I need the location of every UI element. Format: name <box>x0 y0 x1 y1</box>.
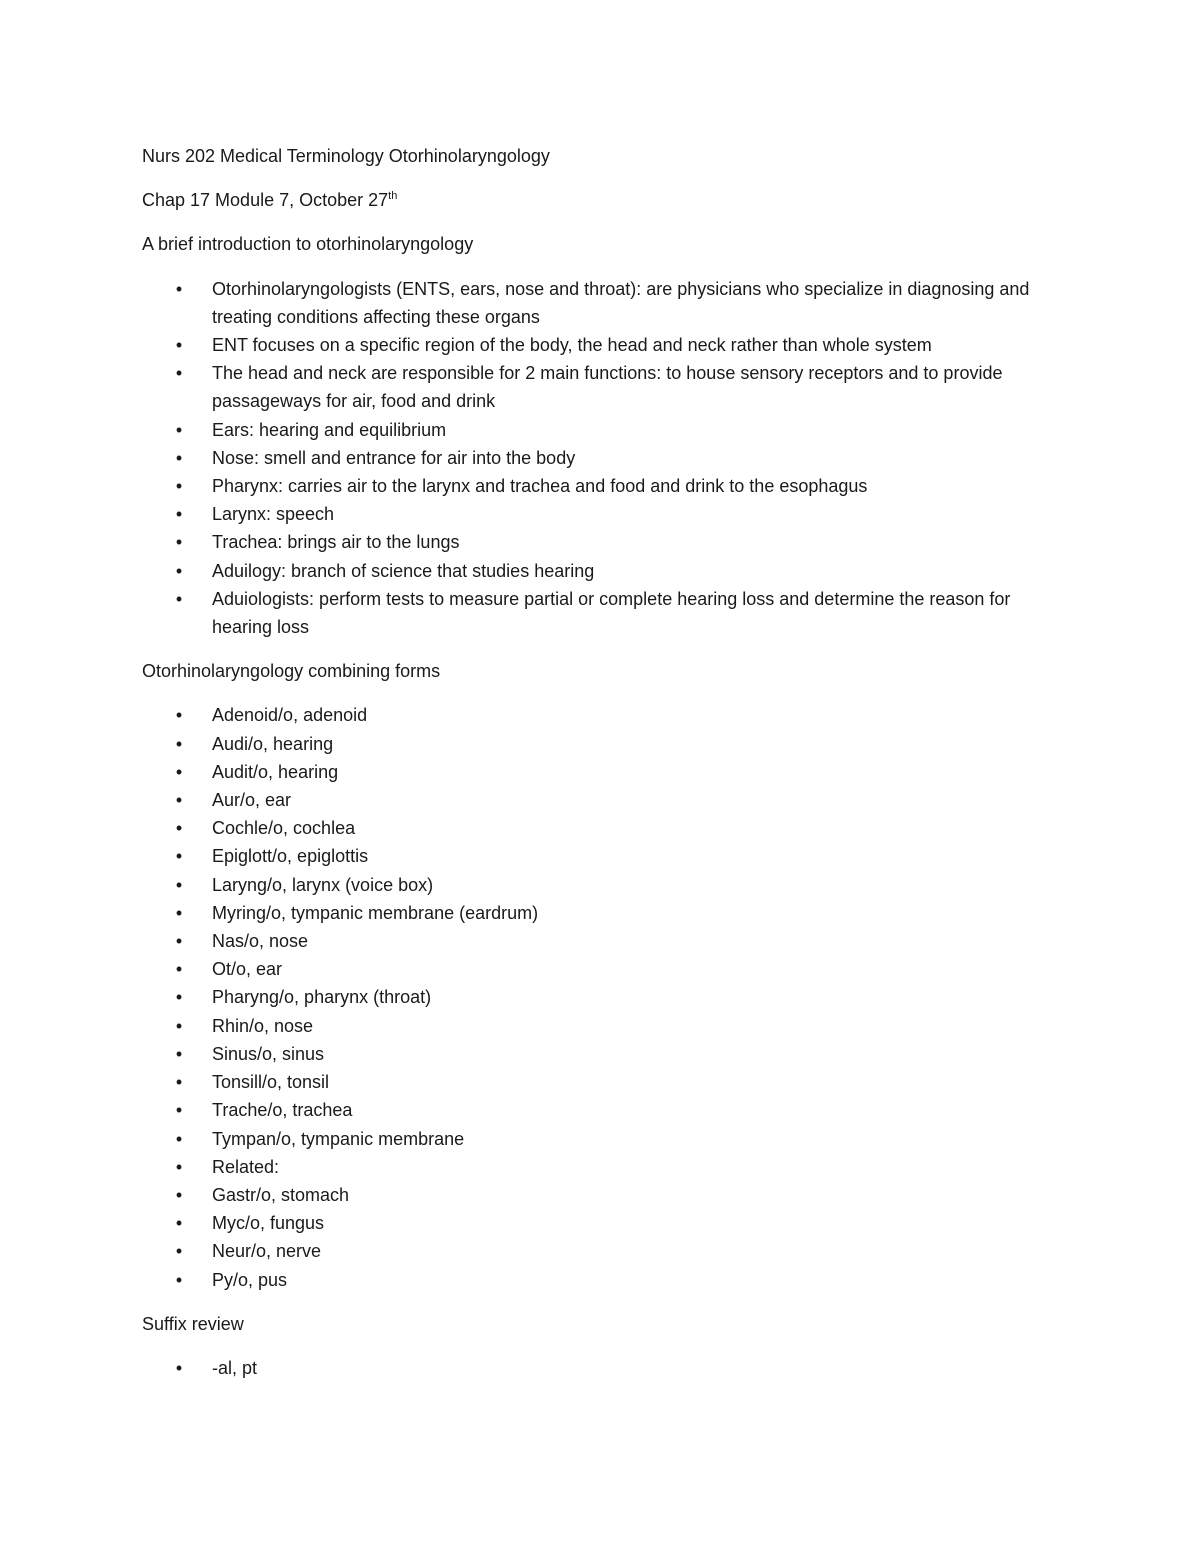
section-heading-suffix-review: Suffix review <box>142 1313 244 1334</box>
list-item-text: Tympan/o, tympanic membrane <box>212 1128 465 1149</box>
list-item <box>142 730 1072 758</box>
list-item-text: Sinus/o, sinus <box>212 1043 325 1064</box>
bullet-icon: • <box>175 818 183 839</box>
list-item-text: Aur/o, ear <box>212 790 292 811</box>
list-item <box>142 701 1072 729</box>
list-item <box>142 1266 1072 1294</box>
bullet-icon: • <box>175 705 183 726</box>
list-item <box>142 927 1072 955</box>
list-item <box>142 1354 1072 1382</box>
list-item <box>142 1237 1072 1265</box>
list-item-text: Myring/o, tympanic membrane (eardrum) <box>212 902 539 923</box>
list-item-text: Otorhinolaryngologists (ENTS, ears, nose and throat): are physicians who specialize in diagnosing and treating conditions affecting these organs <box>212 278 1030 327</box>
list-item-text: The head and neck are responsible for 2 main functions: to house sensory receptors and to provide passageways for air, food and drink <box>212 363 1003 412</box>
list-item <box>142 472 1072 500</box>
list-item-text: Adenoid/o, adenoid <box>212 705 368 726</box>
list-item-text: Neur/o, nerve <box>212 1241 322 1262</box>
bullet-icon: • <box>175 278 183 299</box>
document-subtitle <box>142 186 1072 214</box>
bullet-icon: • <box>175 790 183 811</box>
bullet-icon: • <box>175 959 183 980</box>
bullet-icon: • <box>175 1357 183 1378</box>
list-item-text: Gastr/o, stomach <box>212 1184 350 1205</box>
list-item <box>142 528 1072 556</box>
list-item-text: Pharyng/o, pharynx (throat) <box>212 987 432 1008</box>
bullet-icon: • <box>175 1043 183 1064</box>
bullet-icon: • <box>175 532 183 553</box>
list-item-text: Cochle/o, cochlea <box>212 818 356 839</box>
bullet-icon: • <box>175 1269 183 1290</box>
list-item <box>142 1068 1072 1096</box>
bullet-icon: • <box>175 335 183 356</box>
bullet-icon: • <box>175 476 183 497</box>
bullet-list-suffix-review <box>142 1354 1072 1382</box>
list-item-text: Aduiologists: perform tests to measure partial or complete hearing loss and determine the reason for hearing loss <box>212 588 1011 638</box>
list-item-text: Pharynx: carries air to the larynx and trachea and food and drink to the esophagus <box>212 476 868 497</box>
list-item-text: Epiglott/o, epiglottis <box>212 846 369 867</box>
bullet-icon: • <box>175 1100 183 1121</box>
list-item-text: Py/o, pus <box>212 1269 288 1290</box>
list-item-text: Audit/o, hearing <box>212 761 339 782</box>
bullet-icon: • <box>175 1241 183 1262</box>
bullet-icon: • <box>175 1128 183 1149</box>
bullet-icon: • <box>175 588 183 609</box>
document-body <box>142 142 1072 1398</box>
list-item-text: Tonsill/o, tonsil <box>212 1072 330 1093</box>
list-item <box>142 1012 1072 1040</box>
bullet-icon: • <box>175 447 183 468</box>
subtitle-text: Chap 17 Module 7, October 27 <box>142 190 389 211</box>
section-heading-intro: A brief introduction to otorhinolaryngology <box>142 234 474 255</box>
list-item <box>142 786 1072 814</box>
bullet-icon: • <box>175 1213 183 1234</box>
list-item <box>142 1209 1072 1237</box>
list-item <box>142 416 1072 444</box>
list-item-text: -al, pt <box>212 1357 258 1378</box>
list-item-text: Ot/o, ear <box>212 959 283 980</box>
bullet-icon: • <box>175 419 183 440</box>
list-item-text: Nose: smell and entrance for air into the body <box>212 447 576 468</box>
list-item <box>142 444 1072 472</box>
subtitle-superscript: th <box>388 190 398 203</box>
list-item <box>142 275 1072 331</box>
list-item-text: Laryng/o, larynx (voice box) <box>212 874 434 895</box>
list-item <box>142 500 1072 528</box>
list-item <box>142 1125 1072 1153</box>
bullet-icon: • <box>175 874 183 895</box>
list-item <box>142 983 1072 1011</box>
bullet-icon: • <box>175 931 183 952</box>
bullet-icon: • <box>175 733 183 754</box>
list-item-text: ENT focuses on a specific region of the body, the head and neck rather than whole system <box>212 335 932 356</box>
bullet-list-intro <box>142 275 1072 642</box>
list-item <box>142 842 1072 870</box>
list-item <box>142 955 1072 983</box>
list-item-text: Rhin/o, nose <box>212 1015 314 1036</box>
bullet-icon: • <box>175 560 183 581</box>
list-item <box>142 899 1072 927</box>
list-item <box>142 1181 1072 1209</box>
list-item <box>142 1040 1072 1068</box>
bullet-icon: • <box>175 363 183 384</box>
list-item <box>142 557 1072 585</box>
bullet-icon: • <box>175 987 183 1008</box>
list-item <box>142 871 1072 899</box>
list-item <box>142 331 1072 359</box>
bullet-icon: • <box>175 902 183 923</box>
list-item-text: Trache/o, trachea <box>212 1100 353 1121</box>
bullet-icon: • <box>175 761 183 782</box>
list-item-text: Aduilogy: branch of science that studies hearing <box>212 560 595 581</box>
list-item <box>142 1096 1072 1124</box>
list-item-text: Larynx: speech <box>212 504 335 525</box>
bullet-icon: • <box>175 1156 183 1177</box>
document-title: Nurs 202 Medical Terminology Otorhinolaryngology <box>142 146 550 166</box>
bullet-icon: • <box>175 1072 183 1093</box>
list-item-text: Ears: hearing and equilibrium <box>212 419 447 440</box>
bullet-icon: • <box>175 1184 183 1205</box>
bullet-icon: • <box>175 846 183 867</box>
list-item-text: Nas/o, nose <box>212 931 309 952</box>
list-item <box>142 585 1072 641</box>
list-item <box>142 758 1072 786</box>
bullet-list-combining-forms <box>142 701 1072 1293</box>
list-item-text: Audi/o, hearing <box>212 733 334 754</box>
bullet-icon: • <box>175 1015 183 1036</box>
list-item-text: Trachea: brings air to the lungs <box>212 532 460 553</box>
list-item <box>142 359 1072 415</box>
list-item <box>142 1153 1072 1181</box>
list-item-text: Myc/o, fungus <box>212 1213 325 1234</box>
list-item <box>142 814 1072 842</box>
section-heading-combining-forms: Otorhinolaryngology combining forms <box>142 661 441 682</box>
list-item-text: Related: <box>212 1156 280 1177</box>
bullet-icon: • <box>175 504 183 525</box>
